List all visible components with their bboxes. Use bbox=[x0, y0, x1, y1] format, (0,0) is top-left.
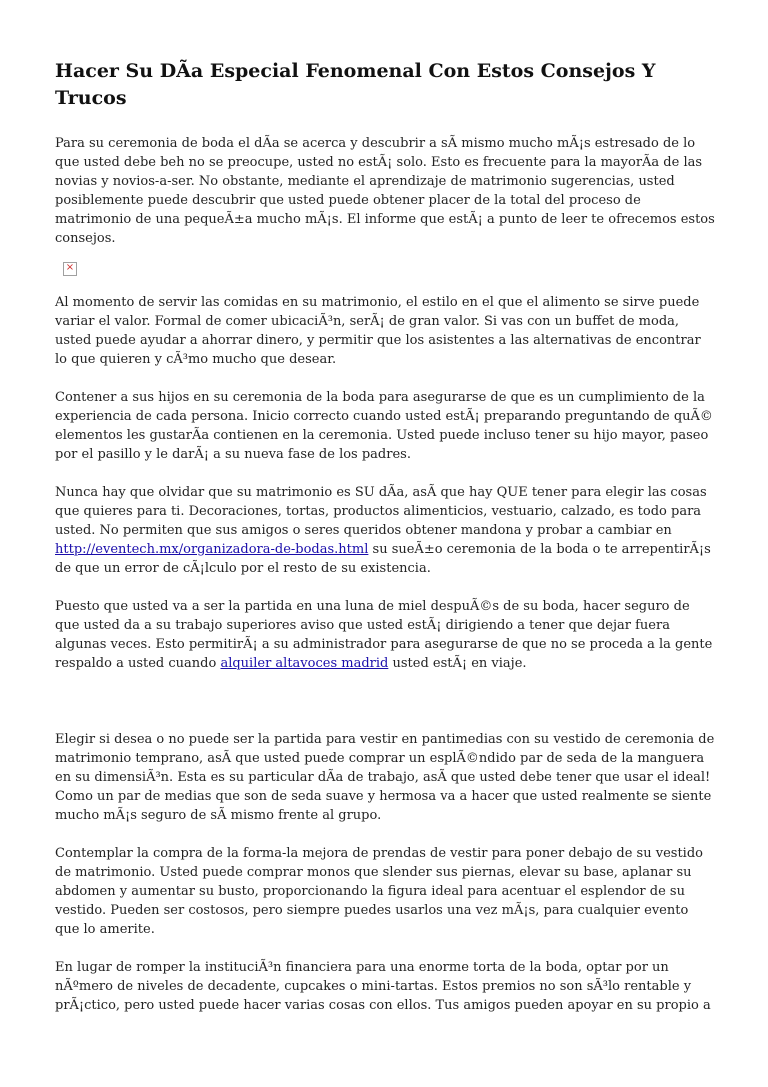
document-title: Hacer Su DÃa Especial Fenomenal Con Estos Consejos Y Trucos bbox=[55, 60, 656, 109]
paragraph-children: Contener a sus hijos en su ceremonia de la boda para asegurarse de que es un cumplimiento de la experiencia de cada persona. Inicio correcto cuando usted estÃ¡ preparando preguntando de quÃ© elementos les gustarÃa contienen en la ceremonia. Usted puede incluso tener su hijo mayor, paseo por el pasillo y le darÃ¡ a su nueva fase de los padres. bbox=[55, 390, 713, 462]
paragraph-honeymoon: Puesto que usted va a ser la partida en una luna de miel despuÃ©s de su boda, hacer seguro de que usted da a su trabajo superiores aviso que usted estÃ¡ dirigiendo a tener que dejar fuera algunas veces. Esto permitirÃ¡ a su administrador para asegurarse de que no se proceda a la gente respaldo a usted cuando alquiler altavoces madrid usted estÃ¡ en viaje. bbox=[55, 599, 713, 671]
document-page bbox=[55, 58, 715, 1015]
paragraph-pantyhose: Elegir si desea o no puede ser la partida para vestir en pantimedias con su vestido de ceremonia de matrimonio temprano, asÃ que usted puede comprar un esplÃ©ndido par de seda de la manguera en su dimensiÃ³n. Esta es su particular dÃa de trabajo, asÃ que usted debe tener que usar el ideal! Como un par de medias que son de seda suave y hermosa va a hacer que usted realmente se siente mucho mÃ¡s seguro de sÃ mismo frente al grupo. bbox=[55, 732, 715, 823]
paragraph-your-day: Nunca hay que olvidar que su matrimonio es SU dÃa, asÃ que hay QUE tener para elegir las cosas que quieres para ti. Decoraciones, tortas, productos alimenticios, vestuario, calzado, es todo para usted. No permiten que sus amigos o seres queridos obtener mandona y probar a cambiar en http://eventech.mx/organizadora-de-bodas.html su sueÃ±o ceremonia de la boda o te arrepentirÃ¡s de que un error de cÃ¡lculo por el resto de su existencia. bbox=[55, 485, 711, 576]
broken-image-icon: × bbox=[63, 262, 77, 276]
paragraph-shapewear: Contemplar la compra de la forma-la mejora de prendas de vestir para poner debajo de su vestido de matrimonio. Usted puede comprar monos que slender sus piernas, elevar su base, aplanar su abdomen y aumentar su busto, proporcionando la figura ideal para acentuar el esplendor de su vestido. Pueden ser costosos, pero siempre puedes usarlos una vez mÃ¡s, para cualquier evento que lo amerite. bbox=[55, 846, 703, 937]
link-alquiler-altavoces[interactable]: alquiler altavoces madrid bbox=[220, 656, 389, 671]
paragraph-food: Al momento de servir las comidas en su matrimonio, el estilo en el que el alimento se sirve puede variar el valor. Formal de comer ubicaciÃ³n, serÃ¡ de gran valor. Si vas con un buffet de moda, usted puede ayudar a ahorrar dinero, y permitir que los asistentes a las alternativas de encontrar lo que quieren y cÃ³mo mucho que desear. bbox=[55, 295, 701, 367]
paragraph-cake: En lugar de romper la instituciÃ³n financiera para una enorme torta de la boda, optar por un nÃºmero de niveles de decadente, cupcakes o mini-tartas. Estos premios no son sÃ³lo rentable y prÃ¡ctico, pero usted puede hacer varias cosas con ellos. Tus amigos pueden apoyar en su propio a bbox=[55, 960, 711, 1013]
link-eventech[interactable]: http://eventech.mx/organizadora-de-bodas.html bbox=[55, 542, 369, 557]
paragraph-intro: Para su ceremonia de boda el dÃa se acerca y descubrir a sÃ mismo mucho mÃ¡s estresado de lo que usted debe beh no se preocupe, usted no estÃ¡ solo. Esto es frecuente para la mayorÃa de las novias y novios-a-ser. No obstante, mediante el aprendizaje de matrimonio sugerencias, usted posiblemente puede descubrir que usted puede obtener placer de la total del proceso de matrimonio de una pequeÃ±a mucho mÃ¡s. El informe que estÃ¡ a punto de leer te ofrecemos estos consejos. bbox=[55, 136, 715, 246]
